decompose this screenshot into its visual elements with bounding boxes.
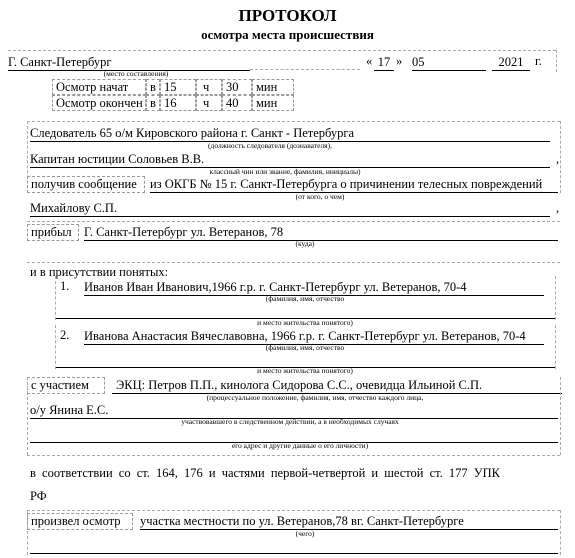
witness-1-caption-2: и место жительства понятого) bbox=[257, 318, 353, 327]
investigator-name-field[interactable]: Капитан юстиции Соловьев В.В. bbox=[30, 152, 550, 168]
month-field[interactable]: 05 bbox=[412, 55, 486, 71]
witness-2-caption-1: (фамилия, имя, отчество bbox=[265, 343, 345, 352]
start-hour-unit: ч bbox=[196, 79, 222, 95]
participants-caption-2: участвовавшего в следственном действии, а в необходимых случаях bbox=[181, 417, 399, 426]
witness-1-number: 1. bbox=[60, 279, 70, 293]
report-comma: , bbox=[556, 201, 560, 215]
witness-2-number: 2. bbox=[60, 328, 70, 342]
end-hour-unit: ч bbox=[196, 95, 222, 111]
investigator-comma: , bbox=[556, 152, 560, 166]
start-in-label: в bbox=[146, 79, 160, 95]
participants-caption-3: его адрес и другие данные о его личности) bbox=[231, 441, 369, 450]
report-label: получив сообщение bbox=[27, 176, 145, 193]
start-label: Осмотр начат bbox=[52, 79, 146, 95]
report-caption: (от кого, о чем) bbox=[295, 192, 345, 201]
investigator-position-field[interactable]: Следователь 65 о/м Кировского района г. Санкт - Петербурга bbox=[30, 126, 550, 142]
place-field[interactable]: Г. Санкт-Петербург bbox=[8, 55, 250, 71]
end-min-field[interactable]: 40 bbox=[222, 95, 252, 111]
day-field[interactable]: 17 bbox=[374, 55, 394, 71]
witness-1-name-field[interactable]: Иванов Иван Иванович,1966 г.р. г. Санкт-Петербург ул. Ветеранов, 70-4 bbox=[84, 280, 544, 296]
quote-close: » bbox=[396, 54, 403, 68]
document-title: ПРОТОКОЛ bbox=[238, 6, 337, 25]
start-hour-field[interactable]: 15 bbox=[160, 79, 196, 95]
end-hour-field[interactable]: 16 bbox=[160, 95, 196, 111]
witness-2-name-field[interactable]: Иванова Анастасия Вячеславовна, 1966 г.р. г. Санкт-Петербург ул. Ветеранов, 70-4 bbox=[84, 329, 544, 345]
year-suffix: г. bbox=[535, 54, 542, 68]
year-field[interactable]: 2021 bbox=[492, 55, 530, 71]
place-caption: (место составления) bbox=[103, 69, 169, 78]
witness-1-address-field[interactable] bbox=[55, 303, 555, 319]
start-min-unit: мин bbox=[252, 79, 294, 95]
inspection-label: произвел осмотр bbox=[27, 513, 133, 530]
basis-text-2: РФ bbox=[30, 489, 47, 503]
report-field[interactable]: из ОКГБ № 15 г. Санкт-Петербурга о причинении телесных повреждений bbox=[150, 177, 558, 193]
inspection-extra-field[interactable] bbox=[30, 538, 558, 554]
participants-field[interactable]: ЭКЦ: Петров П.П., кинолога Сидорова С.С., очевидца Ильиной С.П. bbox=[112, 378, 562, 394]
witness-1-caption-1: (фамилия, имя, отчество bbox=[265, 294, 345, 303]
witnesses-label: и в присутствии понятых: bbox=[30, 265, 169, 279]
basis-text-1: в соответствии со ст. 164, 176 и частями первой-четвертой и шестой ст. 177 УПК bbox=[30, 466, 501, 480]
quote-open: « bbox=[366, 54, 373, 68]
participants-officer-field[interactable]: о/у Янина Е.С. bbox=[30, 403, 558, 419]
participants-caption-1: (процессуальное положение, фамилия, имя, отчество каждого лица, bbox=[206, 393, 424, 402]
end-label: Осмотр окончен bbox=[52, 95, 146, 111]
arrival-caption: (куда) bbox=[295, 239, 315, 248]
end-in-label: в bbox=[146, 95, 160, 111]
investigator-name-caption: классный чин или звание, фамилия, инициалы) bbox=[209, 167, 361, 176]
report-subject-field[interactable]: Михайлову С.П. bbox=[30, 201, 550, 217]
investigator-position-caption: (должность следователя (дознавателя), bbox=[208, 141, 332, 150]
arrival-field[interactable]: Г. Санкт-Петербург ул. Ветеранов, 78 bbox=[84, 225, 558, 241]
inspection-field[interactable]: участка местности по ул. Ветеранов,78 вг. Санкт-Петербурге bbox=[140, 514, 558, 530]
arrival-label: прибыл bbox=[27, 224, 79, 241]
witness-2-caption-2: и место жительства понятого) bbox=[257, 366, 353, 375]
inspection-caption: (чего) bbox=[295, 529, 315, 538]
end-min-unit: мин bbox=[252, 95, 294, 111]
start-min-field[interactable]: 30 bbox=[222, 79, 252, 95]
participants-label: с участием bbox=[27, 377, 105, 394]
document-subtitle: осмотра места происшествия bbox=[201, 27, 374, 42]
